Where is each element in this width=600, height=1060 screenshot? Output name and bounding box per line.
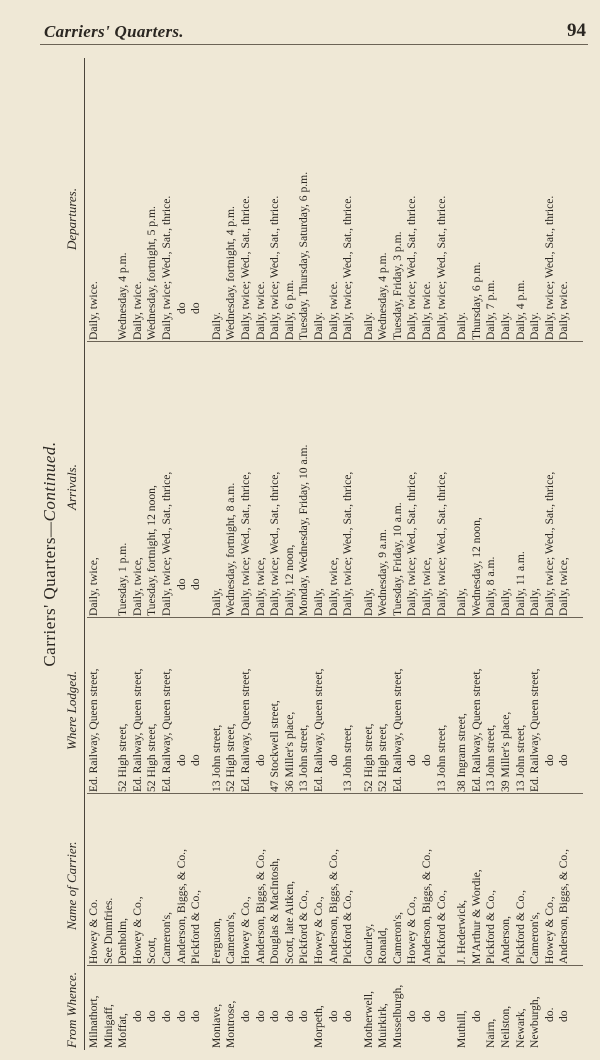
table-row (470, 58, 485, 1050)
cell-carrier-name: Howey & Co. (87, 899, 100, 964)
cell-arrivals: Daily, twice; Wed., Sat., thrice, (238, 471, 252, 616)
cell-from-whence: do (297, 1010, 311, 1022)
cell-from-whence: Morpeth, (311, 1005, 325, 1048)
cell-carrier-name: Pickford & Co., (341, 889, 355, 964)
cell-arrivals: Wednesday, fortnight, 8 a.m. (224, 482, 238, 616)
cell-from-whence: Minigaff, (101, 1004, 115, 1048)
cell-where-lodged: do (420, 754, 434, 766)
table-row (528, 58, 543, 1050)
table-row (160, 58, 175, 1050)
cell-where-lodged: do (405, 754, 419, 766)
header-name-of-carrier: Name of Carrier. (64, 841, 79, 930)
cell-from-whence: Musselburgh, (390, 984, 404, 1048)
table-row (362, 58, 377, 1050)
table-body (87, 58, 572, 1050)
table-row (210, 58, 225, 1050)
cell-from-whence: Newark, (513, 1008, 527, 1048)
cell-from-whence: do (189, 1010, 203, 1022)
cell-departures: Wednesday, 4 p.m. (116, 252, 130, 340)
cell-carrier-name: Anderson, Biggs, & Co., (174, 849, 188, 964)
header-departures: Departures. (64, 188, 79, 250)
cell-from-whence: Motherwell, (361, 991, 375, 1048)
running-title: Carriers' Quarters. (44, 22, 184, 41)
cell-from-whence: Muthill, (455, 1010, 469, 1048)
cell-arrivals: Daily, 11 a.m. (513, 551, 527, 616)
cell-from-whence: do (341, 1010, 355, 1022)
table-row (455, 58, 470, 1050)
table-row (543, 58, 558, 1050)
table-row (283, 58, 298, 1050)
cell-from-whence: do (326, 1010, 340, 1022)
cell-arrivals: Daily, 12 noon, (282, 544, 296, 616)
cell-where-lodged: 52 High street, (361, 723, 375, 792)
cell-from-whence: do (282, 1010, 296, 1022)
cell-carrier-name: Pickford & Co., (434, 889, 448, 964)
cell-from-whence: do (420, 1010, 434, 1022)
cell-arrivals: Daily, twice; Wed., Sat., thrice, (268, 471, 282, 616)
cell-carrier-name: Douglas & MacIntosh, (268, 858, 282, 964)
cell-where-lodged: Ed. Railway, Queen street, (87, 668, 100, 792)
table-row (376, 58, 391, 1050)
table-title-text: Carriers' Quarters (40, 537, 59, 667)
cell-carrier-name: Howey & Co., (130, 896, 144, 964)
cell-departures: Daily. (311, 312, 325, 340)
cell-from-whence: do (268, 1010, 282, 1022)
header-where-lodged: Where Lodged. (64, 671, 79, 750)
table-row (391, 58, 406, 1050)
table-row (175, 58, 190, 1050)
cell-carrier-name: See Dumfries. (101, 897, 115, 964)
cell-carrier-name: Denholm, (116, 917, 130, 964)
cell-carrier-name: J. Hederwick, (455, 899, 469, 964)
cell-departures: Daily, twice. (420, 281, 434, 340)
cell-where-lodged: do (174, 754, 188, 766)
table-row (254, 58, 269, 1050)
cell-arrivals: Daily, twice, (87, 557, 100, 616)
cell-where-lodged: 52 High street, (376, 723, 390, 792)
cell-departures: Thursday, 6 p.m. (469, 261, 483, 340)
cell-departures: Daily. (499, 312, 513, 340)
cell-where-lodged: Ed. Railway, Queen street, (159, 668, 173, 792)
cell-where-lodged: do (253, 754, 267, 766)
cell-from-whence: do (405, 1010, 419, 1022)
cell-arrivals: Tuesday, fortnight, 12 noon, (145, 485, 159, 616)
cell-arrivals: Daily, twice, (130, 557, 144, 616)
cell-arrivals: Wednesday, 12 noon, (469, 517, 483, 616)
header-divider (40, 44, 588, 45)
cell-where-lodged: 38 Ingram street, (455, 713, 469, 792)
cell-departures: do (189, 302, 203, 314)
cell-departures: Daily, twice. (253, 281, 267, 340)
cell-arrivals: Daily, 8 a.m. (484, 556, 498, 616)
page-number: 94 (567, 20, 586, 41)
cell-departures: Tuesday, Thursday, Saturday, 6 p.m. (297, 171, 311, 340)
cell-departures: Daily, twice; Wed., Sat., thrice. (341, 195, 355, 340)
cell-departures: Wednesday, 4 p.m. (376, 252, 390, 340)
table-row (420, 58, 435, 1050)
cell-carrier-name: Ronald, (376, 927, 390, 964)
table-row (405, 58, 420, 1050)
cell-departures: Daily. (361, 312, 375, 340)
table-row (131, 58, 146, 1050)
cell-carrier-name: Ferguson, (209, 918, 223, 964)
cell-where-lodged: do (326, 754, 340, 766)
table-row (484, 58, 499, 1050)
cell-where-lodged: Ed. Railway, Queen street, (390, 668, 404, 792)
cell-where-lodged: do (557, 754, 571, 766)
cell-from-whence: Moniave, (209, 1003, 223, 1048)
table-row (87, 58, 102, 1050)
cell-arrivals: Daily, twice, (326, 557, 340, 616)
table-row (514, 58, 529, 1050)
cell-from-whence: Montrose, (224, 1000, 238, 1048)
cell-from-whence: Nairn, (484, 1018, 498, 1048)
cell-where-lodged: Ed. Railway, Queen street, (238, 668, 252, 792)
table-title-continued: —Continued. (40, 441, 59, 538)
cell-carrier-name: Cameron's, (528, 912, 542, 964)
cell-from-whence: Newburgh, (528, 996, 542, 1048)
table-row (102, 58, 117, 1050)
cell-carrier-name: Anderson, Biggs, & Co., (420, 849, 434, 964)
page-header (0, 0, 600, 48)
cell-departures: Daily. (209, 312, 223, 340)
cell-from-whence: Neilston, (499, 1005, 513, 1048)
cell-from-whence: do (557, 1010, 571, 1022)
cell-arrivals: Daily, (499, 588, 513, 616)
cell-arrivals: Daily, twice; Wed., Sat., thrice, (542, 471, 556, 616)
cell-where-lodged: 39 Miller's place, (499, 711, 513, 792)
table-row (341, 58, 356, 1050)
table-row (116, 58, 131, 1050)
cell-arrivals: Daily, twice; Wed., Sat., thrice, (405, 471, 419, 616)
header-from-whence: From Whence. (64, 971, 79, 1048)
table-row (327, 58, 342, 1050)
header-rule (84, 58, 85, 1050)
cell-carrier-name: Cameron's, (159, 912, 173, 964)
cell-arrivals: Daily, twice, (253, 557, 267, 616)
cell-arrivals: Daily, twice, (420, 557, 434, 616)
cell-carrier-name: Anderson, Biggs, & Co., (326, 849, 340, 964)
table-row (435, 58, 450, 1050)
cell-carrier-name: Pickford & Co., (297, 889, 311, 964)
cell-from-whence: Muirkirk, (376, 1003, 390, 1048)
cell-from-whence: do (130, 1010, 144, 1022)
cell-from-whence: do (145, 1010, 159, 1022)
cell-carrier-name: M'Arthur & Wordie, (469, 869, 483, 964)
cell-where-lodged: 52 High street, (145, 723, 159, 792)
cell-arrivals: Wednesday, 9 a.m. (376, 529, 390, 616)
table-row (239, 58, 254, 1050)
cell-departures: Daily, twice. (326, 281, 340, 340)
cell-carrier-name: Anderson, Biggs, & Co., (253, 849, 267, 964)
cell-from-whence: do (434, 1010, 448, 1022)
cell-departures: Daily, twice. (87, 281, 100, 340)
cell-from-whence: Moffat, (116, 1013, 130, 1048)
cell-carrier-name: Cameron's, (390, 912, 404, 964)
cell-arrivals: Daily, (528, 588, 542, 616)
cell-arrivals: do (174, 578, 188, 590)
cell-carrier-name: Gourley, (361, 923, 375, 964)
cell-carrier-name: Cameron's, (224, 912, 238, 964)
cell-arrivals: Tuesday, Friday, 10 a.m. (390, 502, 404, 616)
cell-where-lodged: Ed. Railway, Queen street, (469, 668, 483, 792)
cell-carrier-name: Scott, (145, 937, 159, 964)
cell-departures: Daily, twice; Wed., Sat., thrice. (159, 195, 173, 340)
cell-where-lodged: 13 John street, (484, 724, 498, 792)
cell-departures: Wednesday, fortnight, 4 p.m. (224, 206, 238, 340)
cell-where-lodged: do (189, 754, 203, 766)
cell-arrivals: Daily, twice; Wed., Sat., thrice, (159, 471, 173, 616)
cell-where-lodged: 52 High street, (116, 723, 130, 792)
cell-carrier-name: Scott, late Aitken, (282, 880, 296, 964)
cell-from-whence: do (253, 1010, 267, 1022)
cell-departures: Daily, twice; Wed., Sat., thrice. (405, 195, 419, 340)
cell-departures: Daily, twice; Wed., Sat., thrice. (268, 195, 282, 340)
cell-departures: Daily, twice. (557, 281, 571, 340)
cell-where-lodged: 13 John street, (209, 724, 223, 792)
cell-from-whence: do. (542, 1007, 556, 1022)
cell-from-whence: do (174, 1010, 188, 1022)
cell-arrivals: Daily, (209, 588, 223, 616)
cell-departures: Wednesday, fortnight, 5 p.m. (145, 206, 159, 340)
cell-departures: Daily, twice; Wed., Sat., thrice. (434, 195, 448, 340)
table-header-row (64, 58, 82, 1050)
table-title (40, 58, 60, 1050)
cell-carrier-name: Howey & Co., (542, 896, 556, 964)
cell-where-lodged: 13 John street, (434, 724, 448, 792)
table-row (224, 58, 239, 1050)
cell-departures: Daily, twice. (130, 281, 144, 340)
cell-arrivals: Monday, Wednesday, Friday, 10 a.m. (297, 444, 311, 616)
header-arrivals: Arrivals. (64, 464, 79, 510)
cell-where-lodged: Ed. Railway, Queen street, (528, 668, 542, 792)
cell-departures: do (174, 302, 188, 314)
cell-departures: Tuesday, Friday, 3 p.m. (390, 231, 404, 340)
table-row (268, 58, 283, 1050)
cell-carrier-name: Anderson, Biggs, & Co., (557, 849, 571, 964)
carriers-table (38, 58, 583, 1050)
cell-arrivals: Tuesday, 1 p.m. (116, 542, 130, 616)
cell-departures: Daily, twice; Wed., Sat., thrice. (238, 195, 252, 340)
cell-from-whence: Milnathort, (87, 995, 100, 1048)
cell-where-lodged: 13 John street, (297, 724, 311, 792)
cell-departures: Daily, 7 p.m. (484, 279, 498, 340)
cell-carrier-name: Pickford & Co., (484, 889, 498, 964)
table-row (499, 58, 514, 1050)
cell-carrier-name: Howey & Co., (311, 896, 325, 964)
cell-carrier-name: Pickford & Co., (513, 889, 527, 964)
cell-where-lodged: 13 John street, (513, 724, 527, 792)
cell-where-lodged: Ed. Railway, Queen street, (130, 668, 144, 792)
cell-from-whence: do (238, 1010, 252, 1022)
cell-carrier-name: Anderson, (499, 916, 513, 964)
cell-departures: Daily. (528, 312, 542, 340)
table-row (312, 58, 327, 1050)
cell-from-whence: do (159, 1010, 173, 1022)
cell-carrier-name: Howey & Co., (238, 896, 252, 964)
cell-where-lodged: Ed. Railway, Queen street, (311, 668, 325, 792)
table-row (145, 58, 160, 1050)
cell-carrier-name: Howey & Co., (405, 896, 419, 964)
cell-where-lodged: 47 Stockwell street, (268, 700, 282, 792)
cell-arrivals: Daily, (311, 588, 325, 616)
table-row (557, 58, 572, 1050)
cell-arrivals: Daily, twice, (557, 557, 571, 616)
cell-departures: Daily, 6 p.m. (282, 279, 296, 340)
cell-arrivals: Daily, (455, 588, 469, 616)
cell-arrivals: Daily, (361, 588, 375, 616)
cell-where-lodged: 52 High street, (224, 723, 238, 792)
cell-where-lodged: do (542, 754, 556, 766)
cell-departures: Daily, twice; Wed., Sat., thrice. (542, 195, 556, 340)
cell-arrivals: do (189, 578, 203, 590)
table-row (297, 58, 312, 1050)
cell-carrier-name: Pickford & Co., (189, 889, 203, 964)
cell-where-lodged: 36 Miller's place, (282, 711, 296, 792)
cell-from-whence: do (469, 1010, 483, 1022)
cell-where-lodged: 13 John street, (341, 724, 355, 792)
cell-arrivals: Daily, twice; Wed., Sat., thrice, (341, 471, 355, 616)
table-row (189, 58, 204, 1050)
cell-departures: Daily, 4 p.m. (513, 279, 527, 340)
cell-arrivals: Daily, twice; Wed., Sat., thrice, (434, 471, 448, 616)
cell-departures: Daily. (455, 312, 469, 340)
